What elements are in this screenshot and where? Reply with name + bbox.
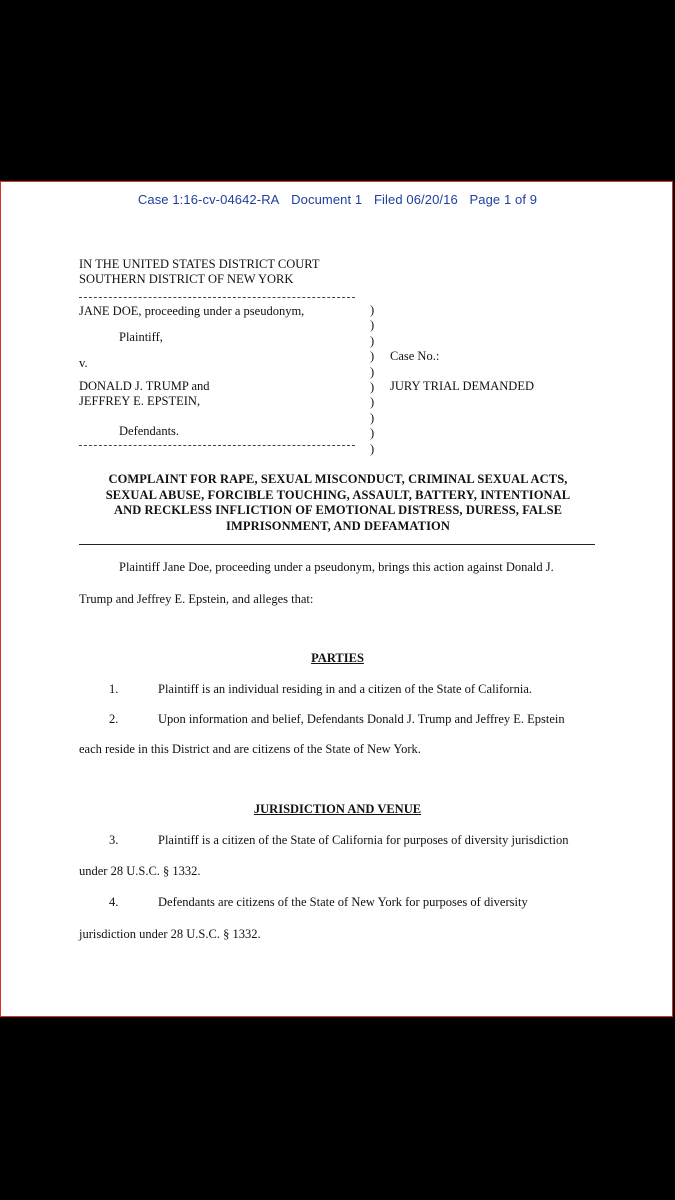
complaint-title-line1: COMPLAINT FOR RAPE, SEXUAL MISCONDUCT, CRIMINAL SEXUAL ACTS, [108, 472, 568, 486]
document-number: Document 1 [291, 192, 363, 207]
paragraph-4-number: 4. [109, 895, 119, 909]
document-page [0, 181, 673, 1017]
case-header [1, 192, 674, 207]
paren: ) [370, 303, 375, 317]
paren: ) [370, 364, 375, 379]
complaint-title-line4: IMPRISONMENT, AND DEFAMATION [226, 518, 450, 533]
versus-label: v. [79, 356, 88, 370]
paren: ) [370, 441, 375, 456]
paragraph-1: Plaintiff is an individual residing in and a citizen of the State of California. [158, 682, 532, 696]
filed-date: Filed 06/20/16 [373, 192, 458, 207]
paren: ) [370, 349, 375, 364]
defendant-2: JEFFREY E. EPSTEIN, [79, 394, 201, 408]
caption-divider-bottom [79, 445, 355, 446]
paragraph-2-number: 2. [109, 712, 119, 726]
paren: ) [370, 333, 375, 348]
paragraph-3-line2: under 28 U.S.C. § 1332. [79, 864, 201, 878]
defendant-1: DONALD J. TRUMP and [79, 379, 210, 393]
plaintiff-label: Plaintiff, [119, 330, 163, 344]
caption-divider-top [79, 297, 355, 298]
complaint-title-line2: SEXUAL ABUSE, FORCIBLE TOUCHING, ASSAULT, BATTERY, INTENTIONAL [105, 487, 571, 502]
plaintiff-name: JANE DOE, proceeding under a pseudonym, [79, 304, 305, 318]
complaint-title-line3: AND RECKLESS INFLICTION OF EMOTIONAL DISTRESS, DURESS, FALSE [113, 503, 563, 517]
intro-line2: Trump and Jeffrey E. Epstein, and alleges that: [79, 592, 314, 606]
paragraph-4-line2: jurisdiction under 28 U.S.C. § 1332. [79, 927, 261, 941]
case-no-label: Case No.: [390, 349, 440, 363]
complaint-title [79, 472, 597, 534]
paragraph-3-line1: Plaintiff is a citizen of the State of California for purposes of diversity jurisdiction [158, 833, 569, 847]
defendants-label: Defendants. [119, 424, 180, 438]
court-name-line2: SOUTHERN DISTRICT OF NEW YORK [79, 272, 294, 286]
jurisdiction-heading: JURISDICTION AND VENUE [253, 802, 422, 816]
paragraph-2-line1: Upon information and belief, Defendants Donald J. Trump and Jeffrey E. Epstein [158, 712, 565, 726]
jury-trial-demanded: JURY TRIAL DEMANDED [390, 379, 534, 393]
paren: ) [370, 395, 375, 410]
paren: ) [370, 379, 375, 394]
paragraph-1-number: 1. [109, 682, 119, 696]
paragraph-3-number: 3. [109, 833, 119, 847]
page-indicator: Page 1 of 9 [469, 192, 538, 207]
intro-line1: Plaintiff Jane Doe, proceeding under a pseudonym, brings this action against Donald J. [119, 560, 554, 574]
parties-heading: PARTIES [311, 651, 364, 665]
paragraph-4-line1: Defendants are citizens of the State of New York for purposes of diversity [158, 895, 528, 909]
paren: ) [370, 318, 375, 333]
paren: ) [370, 426, 375, 441]
paragraph-2-line2: each reside in this District and are citizens of the State of New York. [79, 742, 421, 756]
title-rule [79, 544, 595, 545]
paren: ) [370, 410, 375, 425]
court-name-line1: IN THE UNITED STATES DISTRICT COURT [79, 257, 320, 271]
case-number: Case 1:16-cv-04642-RA [137, 192, 280, 207]
caption-parentheses [370, 303, 374, 457]
